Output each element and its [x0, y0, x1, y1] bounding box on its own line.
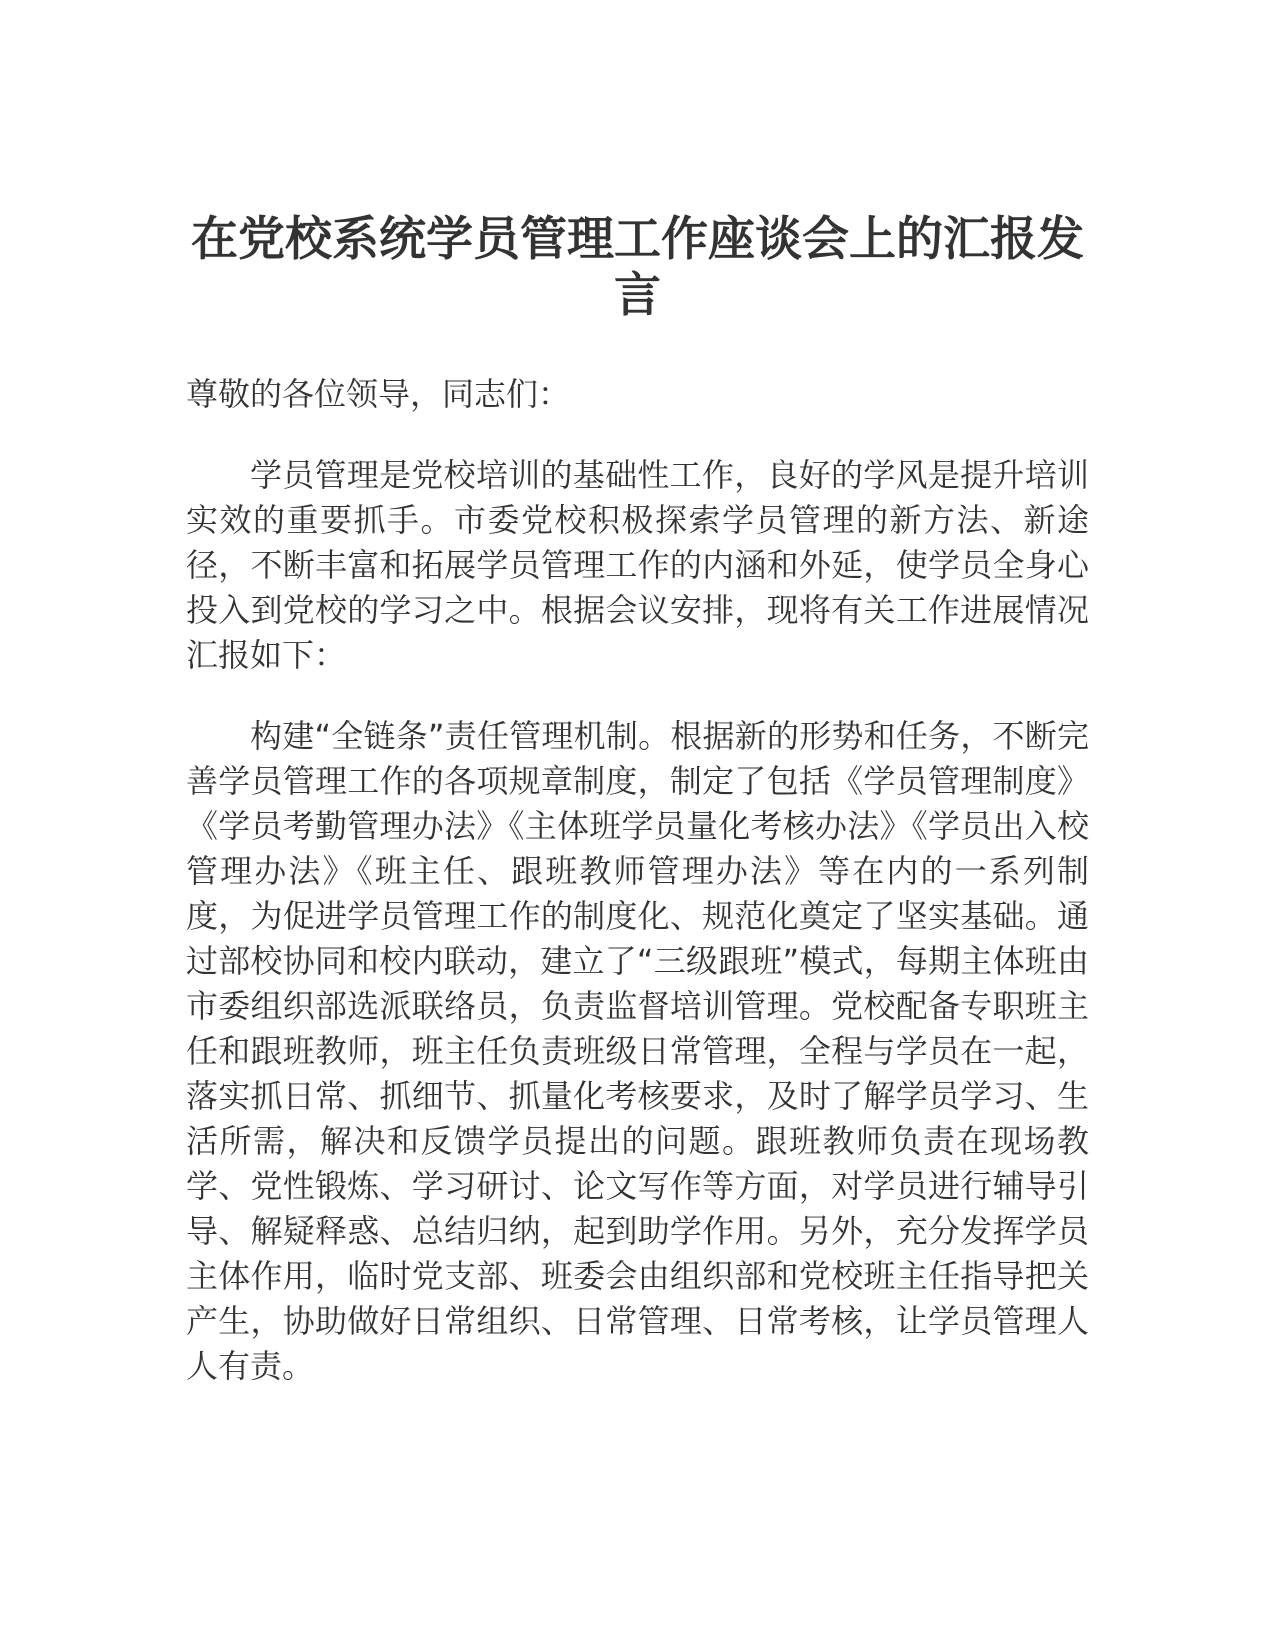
paragraph-responsibility-mechanism: 构建“全链条”责任管理机制。根据新的形势和任务，不断完善学员管理工作的各项规章制度，制定了包括《学员管理制度》《学员考勤管理办法》《主体班学员量化考核办法》《学员出入校管理办法》《班主任、跟班教师管理办法》等在内的一系列制度，为促进学员管理工作的制度化、规范化奠定了坚实基础。通过部校协同和校内联动，建立了“三级跟班”模式，每期主体班由市委组织部选派联络员，负责监督培训管理。党校配备专职班主任和跟班教师，班主任负责班级日常管理，全程与学员在一起，落实抓日常、抓细节、抓量化考核要求，及时了解学员学习、生活所需，解决和反馈学员提出的问题。跟班教师负责在现场教学、党性锻炼、学习研讨、论文写作等方面，对学员进行辅导引导、解疑释惑、总结归纳，起到助学作用。另外，充分发挥学员主体作用，临时党支部、班委会由组织部和党校班主任指导把关产生，协助做好日常组织、日常管理、日常考核，让学员管理人人有责。 — [186, 717, 1089, 1385]
salutation: 尊敬的各位领导，同志们： — [186, 375, 571, 413]
document-title: 在党校系统学员管理工作座谈会上的汇报发言 — [191, 212, 1084, 323]
document-body — [186, 372, 1089, 1425]
paragraph-intro: 学员管理是党校培训的基础性工作，良好的学风是提升培训实效的重要抓手。市委党校积极探索学员管理的新方法、新途径，不断丰富和拓展学员管理工作的内涵和外延，使学员全身心投入到党校的学习之中。根据会议安排，现将有关工作进展情况汇报如下： — [186, 456, 1089, 674]
